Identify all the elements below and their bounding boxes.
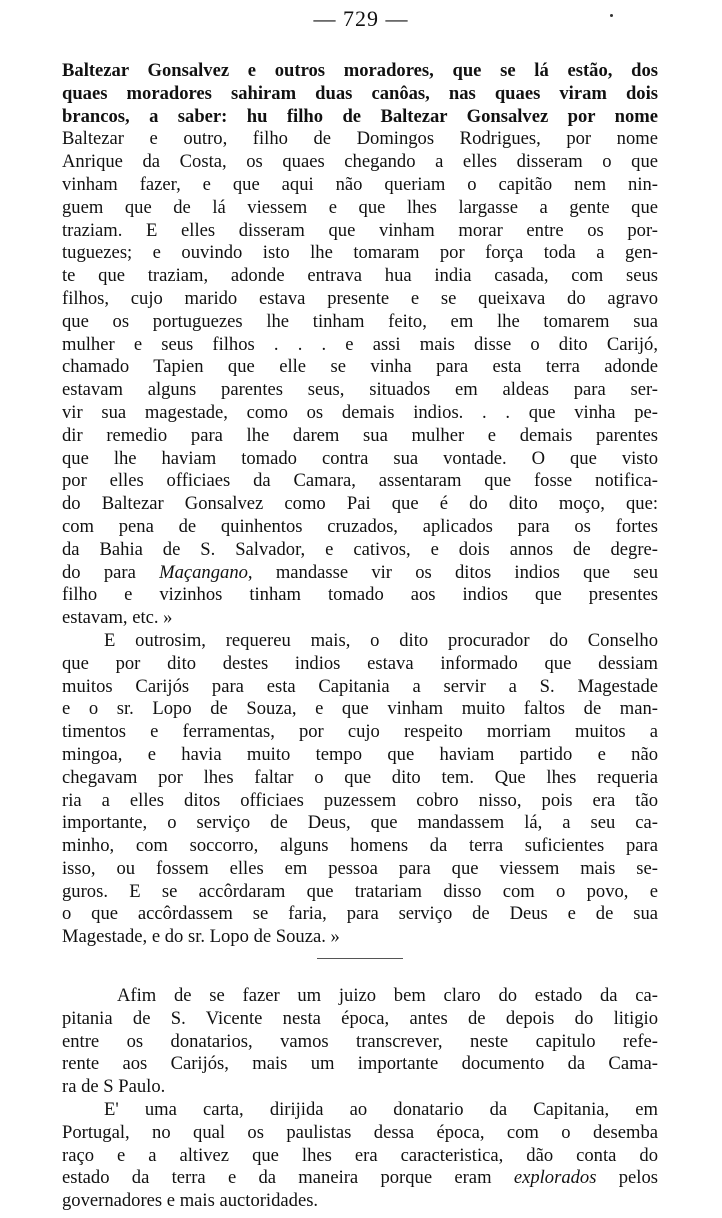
text-line: timentos e ferramentas, por cujo respeito morriam muitos a: [62, 721, 658, 743]
text-line: brancos, a saber: hu filho de Baltezar Gonsalvez por nome: [62, 105, 658, 127]
text-line: e o sr. Lopo de Souza, e que vinham muito faltos de man-: [62, 698, 658, 720]
text-line: que por dito destes indios estava informado que dessiam: [62, 652, 658, 674]
text-line: mulher e seus filhos . . . e assi mais disse o dito Carijó,: [62, 333, 658, 355]
text-line: mingoa, e havia muito tempo que haviam partido e não: [62, 743, 658, 765]
text-line: guem que de lá viessem e que lhes largasse a gente que: [62, 196, 658, 218]
text-line: governadores e mais auctoridades.: [62, 1190, 319, 1212]
text-line: estavam, etc. »: [62, 607, 173, 629]
text-line: com pena de quinhentos cruzados, aplicados para os fortes: [62, 515, 658, 537]
text-line: Anrique da Costa, os quaes chegando a elles disseram o que: [62, 151, 658, 173]
text-line: do Baltezar Gonsalvez como Pai que é do dito moço, que:: [62, 493, 658, 515]
text-segment: estado da terra e da maneira porque eram: [62, 1167, 492, 1189]
page-number: — 729 —: [313, 6, 409, 31]
section-divider: [317, 958, 403, 959]
text-line: Portugal, no qual os paulistas dessa época, com o desemba: [62, 1121, 658, 1143]
text-line: Afim de se fazer um juizo bem claro do estado da ca-: [117, 985, 658, 1006]
text-line: pitania de S. Vicente nesta época, antes de depois do litigio: [62, 1007, 658, 1029]
text-line: importante, o serviço de Deus, que mandassem lá, a seu ca-: [62, 812, 658, 834]
text-line: tuguezes; e ouvindo isto lhe tomaram por força toda a gen-: [62, 242, 658, 264]
text-line: ria a elles ditos officiaes puzessem cobro nisso, pois era tão: [62, 789, 658, 811]
text-line: vinham fazer, e que aqui não queriam o capitão nem nin-: [62, 173, 658, 195]
text-line: raço e a altivez que lhes era caracteristica, dão conta do: [62, 1144, 658, 1166]
text-line: ra de S Paulo.: [62, 1076, 166, 1098]
text-line: estavam alguns parentes seus, situados em aldeas para ser-: [62, 379, 658, 401]
emphasis-italic: explorados: [513, 1167, 597, 1189]
text-line: o que accôrdassem se faria, para serviço de Deus e de sua: [62, 903, 658, 925]
text-line: Baltezar Gonsalvez e outros moradores, que se lá estão, dos: [62, 60, 658, 81]
commentary-passage: [62, 985, 658, 1213]
text-segment: , mandasse vir os ditos indios que seu: [247, 561, 658, 583]
text-line: isso, ou fossem elles em pessoa para que viessem mais se-: [62, 857, 658, 879]
text-segment: pelos: [618, 1167, 658, 1189]
text-line: chamado Tapien que elle se vinha para esta terra adonde: [62, 356, 658, 378]
text-line: traziam. E elles disseram que vinham morar entre os por-: [62, 219, 658, 241]
text-line: minho, com soccorro, alguns homens da terra suficientes para: [62, 835, 658, 857]
text-line: entre os donatarios, vamos transcrever, neste capitulo refe-: [62, 1030, 658, 1052]
text-line: filho e vizinhos tinham tomado aos indios que presentes: [62, 584, 658, 606]
text-line: quaes moradores sahiram duas canôas, nas quaes viram dois: [62, 82, 658, 104]
quoted-document-passage: [62, 60, 658, 949]
text-line: rente aos Carijós, mais um importante documento da Cama-: [62, 1053, 658, 1075]
print-speck: [610, 14, 613, 17]
text-line: Magestade, e do sr. Lopo de Souza. »: [62, 926, 340, 948]
text-line: por elles officiaes da Camara, assentaram que fosse notifica-: [62, 470, 658, 492]
text-line: te que traziam, adonde entrava hua india casada, com seus: [62, 265, 658, 287]
text-line: que os portuguezes lhe tinham feito, em lhe tomarem sua: [62, 310, 658, 332]
text-line: guros. E se accôrdaram que tratariam disso com o povo, e: [62, 880, 658, 902]
text-line: chegavam por lhes faltar o que dito tem. Que lhes requeria: [62, 766, 658, 788]
text-line: que lhe haviam tomado contra sua vontade. O que visto: [62, 447, 658, 469]
text-line: [62, 1167, 658, 1190]
text-line: filhos, cujo marido estava presente e se queixava do agravo: [62, 287, 658, 309]
text-segment: do para: [62, 561, 136, 583]
text-line: [62, 562, 658, 585]
text-line: da Bahia de S. Salvador, e cativos, e dois annos de degre-: [62, 538, 658, 560]
text-line: E' uma carta, dirijida ao donatario da Capitania, em: [104, 1098, 658, 1120]
text-line: dir remedio para lhe darem sua mulher e demais parentes: [62, 424, 658, 446]
text-line: E outrosim, requereu mais, o dito procurador do Conselho: [104, 629, 658, 651]
text-line: vir sua magestade, como os demais indios. . . que vinha pe-: [62, 401, 658, 423]
place-name-italic: Maçangano: [159, 561, 248, 583]
text-line: Baltezar e outro, filho de Domingos Rodrigues, por nome: [62, 128, 658, 150]
text-line: muitos Carijós para esta Capitania a servir a S. Magestade: [62, 675, 658, 697]
